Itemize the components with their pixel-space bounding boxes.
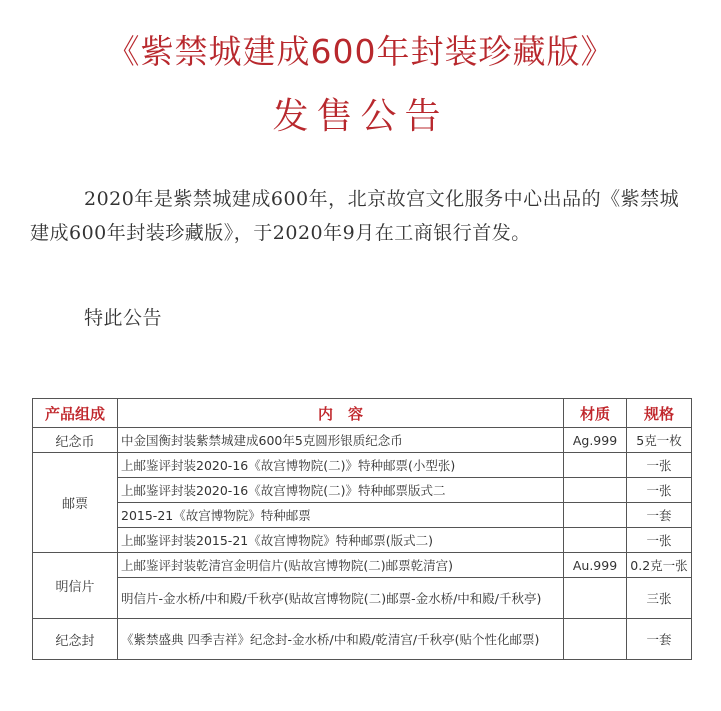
material-cell: Au.999 xyxy=(564,553,627,578)
spec-cell: 一张 xyxy=(627,528,692,553)
content-cell: 《紫禁盛典 四季吉祥》纪念封-金水桥/中和殿/乾清宫/千秋亭(贴个性化邮票) xyxy=(118,619,564,660)
header-spec: 规格 xyxy=(627,399,692,428)
table-row xyxy=(33,478,692,503)
table-row xyxy=(33,503,692,528)
spec-cell: 三张 xyxy=(627,578,692,619)
material-cell xyxy=(564,619,627,660)
spec-cell: 一张 xyxy=(627,453,692,478)
content-cell: 上邮鉴评封装2020-16《故宫博物院(二)》特种邮票(小型张) xyxy=(118,453,564,478)
content-cell: 上邮鉴评封装2015-21《故宫博物院》特种邮票(版式二) xyxy=(118,528,564,553)
notice-body: 2020年是紫禁城建成600年，北京故宫文化服务中心出品的《紫禁城建成600年封装珍藏版》，于2020年9月在工商银行首发。 xyxy=(30,188,680,244)
material-cell xyxy=(564,578,627,619)
content-cell: 上邮鉴评封装乾清宫金明信片(贴故宫博物院(二)邮票乾清宫) xyxy=(118,553,564,578)
header-material: 材质 xyxy=(564,399,627,428)
content-cell: 2015-21《故宫博物院》特种邮票 xyxy=(118,503,564,528)
table-row xyxy=(33,553,692,578)
spec-cell: 一套 xyxy=(627,503,692,528)
content-cell: 上邮鉴评封装2020-16《故宫博物院(二)》特种邮票版式二 xyxy=(118,478,564,503)
product-table xyxy=(32,398,692,660)
spec-cell: 5克一枚 xyxy=(627,428,692,453)
material-cell xyxy=(564,453,627,478)
notice-subtitle: 发售公告 xyxy=(272,96,449,137)
table-row xyxy=(33,428,692,453)
table-row xyxy=(33,619,692,660)
table-row xyxy=(33,578,692,619)
spec-cell: 一套 xyxy=(627,619,692,660)
notice-title: 《紫禁城建成600年封装珍藏版》 xyxy=(106,32,615,71)
category-cell: 明信片 xyxy=(33,553,118,619)
material-cell: Ag.999 xyxy=(564,428,627,453)
category-cell: 纪念封 xyxy=(33,619,118,660)
content-cell: 明信片-金水桥/中和殿/千秋亭(贴故宫博物院(二)邮票-金水桥/中和殿/千秋亭) xyxy=(118,578,564,619)
header-category: 产品组成 xyxy=(33,399,118,428)
material-cell xyxy=(564,528,627,553)
notice-closing: 特此公告 xyxy=(84,307,163,329)
table-row xyxy=(33,453,692,478)
material-cell xyxy=(564,478,627,503)
content-cell: 中金国衡封装紫禁城建成600年5克圆形银质纪念币 xyxy=(118,428,564,453)
header-content: 内 容 xyxy=(118,399,564,428)
spec-cell: 一张 xyxy=(627,478,692,503)
table-row xyxy=(33,528,692,553)
category-cell: 纪念币 xyxy=(33,428,118,453)
table-header-row xyxy=(33,399,692,428)
category-cell: 邮票 xyxy=(33,453,118,553)
material-cell xyxy=(564,503,627,528)
spec-cell: 0.2克一张 xyxy=(627,553,692,578)
